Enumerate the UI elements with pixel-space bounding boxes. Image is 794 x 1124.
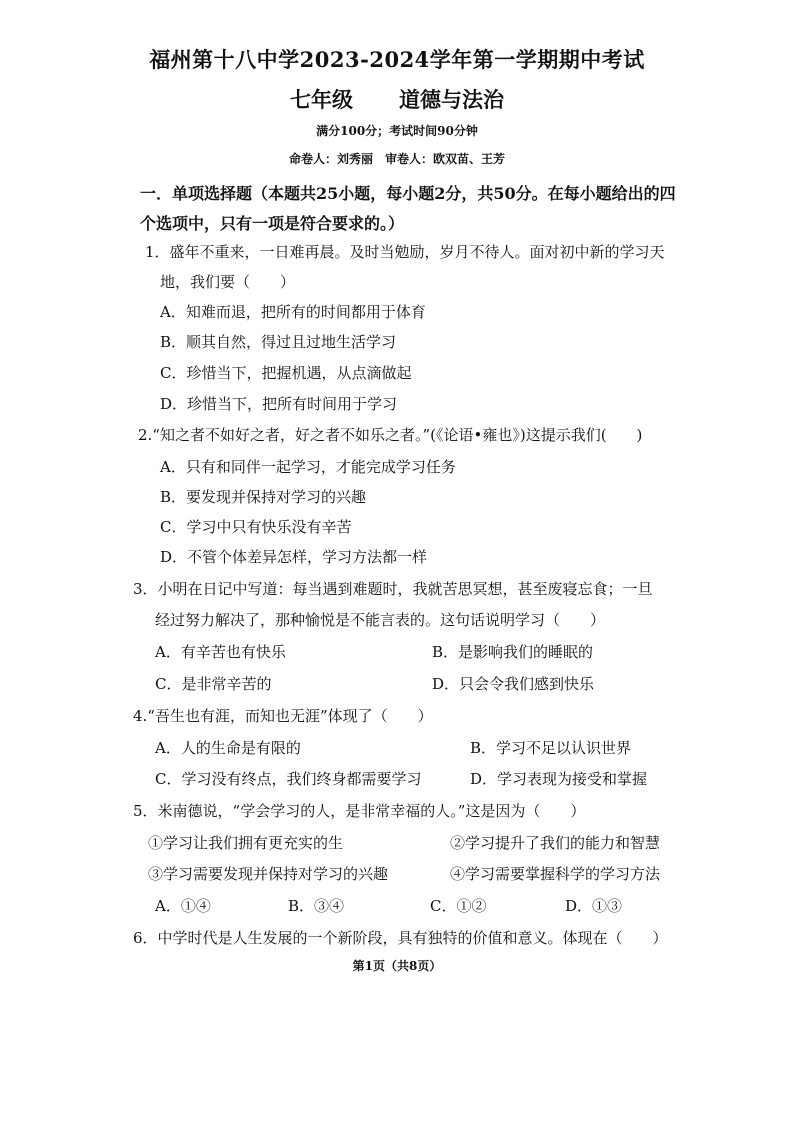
- section-heading-line2: 个选项中，只有一项是符合要求的。）: [140, 214, 405, 233]
- question-1-option-c: C．珍惜当下，把握机遇，从点滴做起: [160, 364, 412, 382]
- authors-info: 命卷人：刘秀丽 审卷人：欧双苗、王芳: [288, 152, 505, 166]
- question-3-option-d: D．只会令我们感到快乐: [432, 675, 595, 693]
- question-4-option-d: D．学习表现为接受和掌握: [470, 770, 648, 788]
- question-5-stem: 5．米南德说，“学会学习的人，是非常幸福的人。”这是因为（ ）: [133, 802, 586, 820]
- question-2-option-a: A．只有和同伴一起学习，才能完成学习任务: [160, 458, 456, 476]
- question-5-item-4: ④学习需要掌握科学的学习方法: [450, 865, 661, 883]
- question-2-option-b: B．要发现并保持对学习的兴趣: [160, 488, 367, 506]
- question-1-option-a: A．知难而退，把所有的时间都用于体育: [160, 303, 426, 321]
- question-3-option-c: C．是非常辛苦的: [155, 675, 272, 693]
- question-4-option-c: C．学习没有终点，我们终身都需要学习: [155, 770, 422, 788]
- question-5-option-d: D．①③: [565, 897, 623, 915]
- question-1-option-d: D．珍惜当下，把所有时间用于学习: [160, 395, 398, 413]
- grade: 七年级: [290, 87, 353, 112]
- question-4-stem: 4.“吾生也有涯，而知也无涯”体现了（ ）: [133, 707, 433, 725]
- section-heading-line1: 一．单项选择题（本题共25小题，每小题2分，共50分。在每小题给出的四: [140, 184, 676, 203]
- question-2-stem: 2.“知之者不如好之者，好之者不如乐之者。”(《论语•雍也》)这提示我们( ): [138, 426, 643, 444]
- question-1-option-b: B．顺其自然，得过且过地生活学习: [160, 333, 397, 351]
- question-5-option-b: B．③④: [288, 897, 345, 915]
- subject: 道德与法治: [399, 87, 504, 112]
- score-time-info: 满分100分；考试时间90分钟: [316, 124, 478, 138]
- question-5-item-1: ①学习让我们拥有更充实的生: [148, 834, 344, 852]
- question-4-option-a: A．人的生命是有限的: [155, 739, 301, 757]
- exam-subtitle: [0, 84, 794, 114]
- page-footer: 第1页（共8页）: [352, 959, 442, 973]
- question-2-option-c: C．学习中只有快乐没有辛苦: [160, 518, 352, 536]
- question-5-item-2: ②学习提升了我们的能力和智慧: [450, 834, 661, 852]
- exam-title: 福州第十八中学2023-2024学年第一学期期中考试: [149, 47, 645, 72]
- question-3-stem-line2: 经过努力解决了，那种愉悦是不能言表的。这句话说明学习（ ）: [155, 611, 606, 629]
- question-1-stem-line1: 1．盛年不重来，一日难再晨。及时当勉励，岁月不待人。面对初中新的学习天: [145, 243, 665, 261]
- question-3-option-b: B．是影响我们的睡眠的: [432, 643, 594, 661]
- question-6-stem: 6．中学时代是人生发展的一个新阶段，具有独特的价值和意义。体现在（ ）: [133, 929, 668, 947]
- question-5-item-3: ③学习需要发现并保持对学习的兴趣: [148, 865, 389, 883]
- question-2-option-d: D．不管个体差异怎样，学习方法都一样: [160, 548, 428, 566]
- question-3-stem-line1: 3．小明在日记中写道：每当遇到难题时，我就苦思冥想，甚至废寝忘食；一旦: [133, 580, 653, 598]
- question-4-option-b: B．学习不足以认识世界: [470, 739, 632, 757]
- question-5-option-a: A．①④: [155, 897, 211, 915]
- question-1-stem-line2: 地，我们要（ ）: [160, 273, 296, 291]
- question-3-option-a: A．有辛苦也有快乐: [155, 643, 286, 661]
- question-5-option-c: C．①②: [430, 897, 487, 915]
